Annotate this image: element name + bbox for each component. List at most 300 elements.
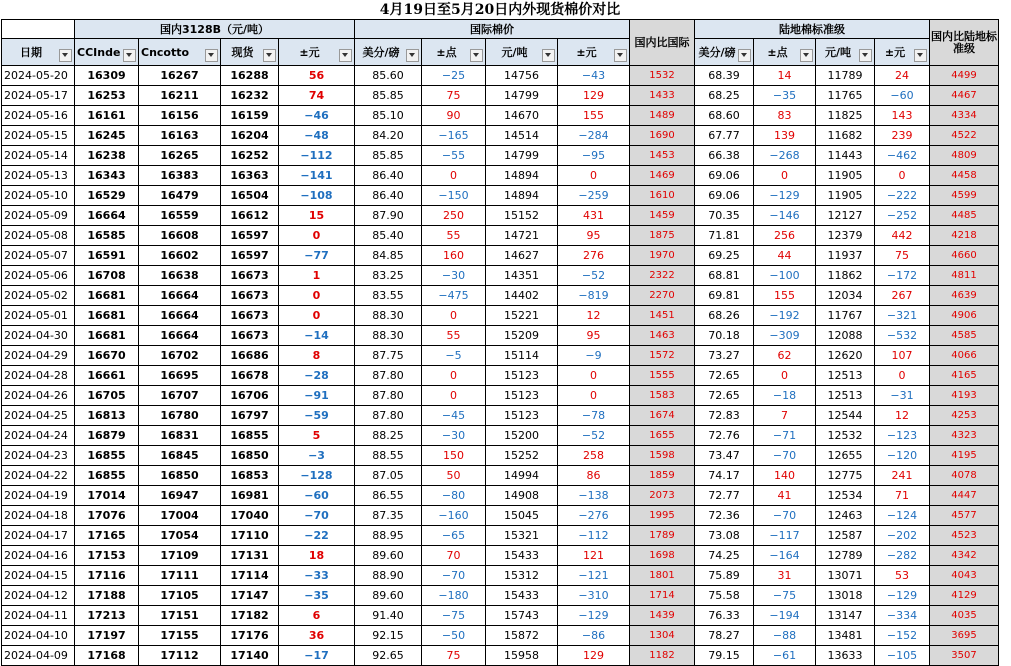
table-cell[interactable]: −165 bbox=[422, 126, 486, 146]
table-cell[interactable]: 267 bbox=[875, 286, 930, 306]
table-cell[interactable]: 2024-05-15 bbox=[2, 126, 75, 146]
table-cell[interactable]: 75 bbox=[422, 646, 486, 666]
table-cell[interactable]: 1433 bbox=[630, 86, 695, 106]
table-cell[interactable]: 17111 bbox=[139, 566, 221, 586]
table-cell[interactable]: 0 bbox=[558, 166, 630, 186]
table-cell[interactable]: 2024-04-16 bbox=[2, 546, 75, 566]
table-cell[interactable]: 16232 bbox=[221, 86, 279, 106]
table-cell[interactable]: 0 bbox=[754, 166, 816, 186]
table-cell[interactable]: −105 bbox=[875, 646, 930, 666]
table-cell[interactable]: 14721 bbox=[486, 226, 558, 246]
table-cell[interactable]: 1789 bbox=[630, 526, 695, 546]
table-cell[interactable]: 2270 bbox=[630, 286, 695, 306]
table-cell[interactable]: 16850 bbox=[139, 466, 221, 486]
table-cell[interactable]: 50 bbox=[422, 466, 486, 486]
table-cell[interactable]: 16559 bbox=[139, 206, 221, 226]
table-cell[interactable]: 129 bbox=[558, 86, 630, 106]
table-cell[interactable]: 4639 bbox=[930, 286, 999, 306]
table-cell[interactable]: −121 bbox=[558, 566, 630, 586]
table-cell[interactable]: −819 bbox=[558, 286, 630, 306]
table-cell[interactable]: 2024-05-10 bbox=[2, 186, 75, 206]
table-cell[interactable]: −33 bbox=[279, 566, 355, 586]
table-cell[interactable]: 12 bbox=[875, 406, 930, 426]
table-cell[interactable]: 16253 bbox=[75, 86, 139, 106]
table-cell[interactable]: 41 bbox=[754, 486, 816, 506]
table-cell[interactable]: 13481 bbox=[816, 626, 875, 646]
table-cell[interactable]: 16664 bbox=[139, 286, 221, 306]
table-cell[interactable]: 12379 bbox=[816, 226, 875, 246]
table-cell[interactable]: −70 bbox=[754, 506, 816, 526]
table-cell[interactable]: 16686 bbox=[221, 346, 279, 366]
table-cell[interactable]: 85.85 bbox=[355, 86, 422, 106]
table-cell[interactable]: −86 bbox=[558, 626, 630, 646]
table-cell[interactable]: 2024-04-28 bbox=[2, 366, 75, 386]
table-cell[interactable]: 8 bbox=[279, 346, 355, 366]
table-cell[interactable]: 75 bbox=[422, 86, 486, 106]
table-cell[interactable]: 16831 bbox=[139, 426, 221, 446]
table-cell[interactable]: 2024-04-23 bbox=[2, 446, 75, 466]
table-cell[interactable]: 1532 bbox=[630, 66, 695, 86]
table-cell[interactable]: 16695 bbox=[139, 366, 221, 386]
table-cell[interactable]: 1995 bbox=[630, 506, 695, 526]
table-cell[interactable]: 16591 bbox=[75, 246, 139, 266]
table-cell[interactable]: 160 bbox=[422, 246, 486, 266]
table-cell[interactable]: 17168 bbox=[75, 646, 139, 666]
table-cell[interactable]: 2024-04-29 bbox=[2, 346, 75, 366]
table-cell[interactable]: −532 bbox=[875, 326, 930, 346]
table-cell[interactable]: 7 bbox=[754, 406, 816, 426]
table-cell[interactable]: −77 bbox=[279, 246, 355, 266]
table-cell[interactable]: 68.25 bbox=[695, 86, 754, 106]
table-cell[interactable]: 17151 bbox=[139, 606, 221, 626]
table-cell[interactable]: −35 bbox=[279, 586, 355, 606]
table-cell[interactable]: 16638 bbox=[139, 266, 221, 286]
table-cell[interactable]: 121 bbox=[558, 546, 630, 566]
table-cell[interactable]: 74.17 bbox=[695, 466, 754, 486]
table-cell[interactable]: 76.33 bbox=[695, 606, 754, 626]
table-cell[interactable]: 4447 bbox=[930, 486, 999, 506]
table-cell[interactable]: −28 bbox=[279, 366, 355, 386]
table-cell[interactable]: 15123 bbox=[486, 366, 558, 386]
table-cell[interactable]: 2024-05-08 bbox=[2, 226, 75, 246]
table-cell[interactable]: 72.65 bbox=[695, 366, 754, 386]
table-cell[interactable]: 88.30 bbox=[355, 306, 422, 326]
table-cell[interactable]: 92.15 bbox=[355, 626, 422, 646]
table-cell[interactable]: 70.35 bbox=[695, 206, 754, 226]
table-cell[interactable]: −202 bbox=[875, 526, 930, 546]
table-cell[interactable]: 85.85 bbox=[355, 146, 422, 166]
table-cell[interactable]: 16159 bbox=[221, 106, 279, 126]
table-cell[interactable]: 17110 bbox=[221, 526, 279, 546]
table-cell[interactable]: 87.05 bbox=[355, 466, 422, 486]
table-cell[interactable]: 11937 bbox=[816, 246, 875, 266]
table-cell[interactable]: −112 bbox=[279, 146, 355, 166]
table-cell[interactable]: −164 bbox=[754, 546, 816, 566]
table-cell[interactable]: 2024-04-12 bbox=[2, 586, 75, 606]
table-cell[interactable]: 16664 bbox=[75, 206, 139, 226]
table-cell[interactable]: 17116 bbox=[75, 566, 139, 586]
table-cell[interactable]: −30 bbox=[422, 266, 486, 286]
table-cell[interactable]: 16204 bbox=[221, 126, 279, 146]
table-cell[interactable]: 17176 bbox=[221, 626, 279, 646]
table-cell[interactable]: −138 bbox=[558, 486, 630, 506]
table-cell[interactable]: 140 bbox=[754, 466, 816, 486]
table-cell[interactable]: 16265 bbox=[139, 146, 221, 166]
table-cell[interactable]: 4193 bbox=[930, 386, 999, 406]
table-cell[interactable]: −259 bbox=[558, 186, 630, 206]
table-cell[interactable]: 15872 bbox=[486, 626, 558, 646]
table-cell[interactable]: −31 bbox=[875, 386, 930, 406]
table-cell[interactable]: −65 bbox=[422, 526, 486, 546]
table-cell[interactable]: −252 bbox=[875, 206, 930, 226]
table-cell[interactable]: 276 bbox=[558, 246, 630, 266]
table-cell[interactable]: 2073 bbox=[630, 486, 695, 506]
filter-dropdown-icon[interactable] bbox=[542, 49, 555, 62]
table-cell[interactable]: −276 bbox=[558, 506, 630, 526]
table-cell[interactable]: 15 bbox=[279, 206, 355, 226]
table-cell[interactable]: 16612 bbox=[221, 206, 279, 226]
table-cell[interactable]: 4811 bbox=[930, 266, 999, 286]
table-cell[interactable]: −124 bbox=[875, 506, 930, 526]
table-cell[interactable]: 85.40 bbox=[355, 226, 422, 246]
table-cell[interactable]: 56 bbox=[279, 66, 355, 86]
table-cell[interactable]: 4342 bbox=[930, 546, 999, 566]
table-cell[interactable]: 250 bbox=[422, 206, 486, 226]
table-cell[interactable]: 14894 bbox=[486, 186, 558, 206]
filter-dropdown-icon[interactable] bbox=[470, 49, 483, 62]
table-cell[interactable]: 87.80 bbox=[355, 406, 422, 426]
table-cell[interactable]: 17153 bbox=[75, 546, 139, 566]
table-cell[interactable]: 4078 bbox=[930, 466, 999, 486]
table-cell[interactable]: −55 bbox=[422, 146, 486, 166]
table-cell[interactable]: 87.90 bbox=[355, 206, 422, 226]
table-cell[interactable]: 12655 bbox=[816, 446, 875, 466]
table-cell[interactable]: 16252 bbox=[221, 146, 279, 166]
table-cell[interactable]: 0 bbox=[558, 386, 630, 406]
table-cell[interactable]: −129 bbox=[875, 586, 930, 606]
table-cell[interactable]: 2024-05-02 bbox=[2, 286, 75, 306]
table-cell[interactable]: −160 bbox=[422, 506, 486, 526]
table-cell[interactable]: 16855 bbox=[75, 446, 139, 466]
table-cell[interactable]: 1655 bbox=[630, 426, 695, 446]
table-cell[interactable]: 5 bbox=[279, 426, 355, 446]
table-cell[interactable]: −95 bbox=[558, 146, 630, 166]
table-cell[interactable]: 16947 bbox=[139, 486, 221, 506]
table-cell[interactable]: 16813 bbox=[75, 406, 139, 426]
table-cell[interactable]: 95 bbox=[558, 326, 630, 346]
table-cell[interactable]: 16673 bbox=[221, 286, 279, 306]
table-cell[interactable]: 12034 bbox=[816, 286, 875, 306]
table-cell[interactable]: 4218 bbox=[930, 226, 999, 246]
table-cell[interactable]: 0 bbox=[422, 306, 486, 326]
table-cell[interactable]: 15045 bbox=[486, 506, 558, 526]
filter-dropdown-icon[interactable] bbox=[614, 49, 627, 62]
table-cell[interactable]: 16681 bbox=[75, 306, 139, 326]
table-cell[interactable]: 1555 bbox=[630, 366, 695, 386]
table-cell[interactable]: 17004 bbox=[139, 506, 221, 526]
table-cell[interactable]: 2024-04-15 bbox=[2, 566, 75, 586]
table-cell[interactable]: 17076 bbox=[75, 506, 139, 526]
table-cell[interactable]: 83.55 bbox=[355, 286, 422, 306]
table-cell[interactable]: −146 bbox=[754, 206, 816, 226]
table-cell[interactable]: 12088 bbox=[816, 326, 875, 346]
table-cell[interactable]: 3695 bbox=[930, 626, 999, 646]
table-cell[interactable]: 6 bbox=[279, 606, 355, 626]
table-cell[interactable]: 0 bbox=[279, 306, 355, 326]
table-cell[interactable]: 2024-04-18 bbox=[2, 506, 75, 526]
table-cell[interactable]: 15252 bbox=[486, 446, 558, 466]
table-cell[interactable]: 12587 bbox=[816, 526, 875, 546]
table-cell[interactable]: 1453 bbox=[630, 146, 695, 166]
table-cell[interactable]: −284 bbox=[558, 126, 630, 146]
table-cell[interactable]: 4522 bbox=[930, 126, 999, 146]
table-cell[interactable]: 4043 bbox=[930, 566, 999, 586]
table-cell[interactable]: 1698 bbox=[630, 546, 695, 566]
table-cell[interactable]: 4585 bbox=[930, 326, 999, 346]
table-cell[interactable]: 3507 bbox=[930, 646, 999, 666]
table-cell[interactable]: 1489 bbox=[630, 106, 695, 126]
table-cell[interactable]: 17109 bbox=[139, 546, 221, 566]
table-cell[interactable]: 14351 bbox=[486, 266, 558, 286]
table-cell[interactable]: 73.08 bbox=[695, 526, 754, 546]
table-cell[interactable]: −321 bbox=[875, 306, 930, 326]
table-cell[interactable]: 1714 bbox=[630, 586, 695, 606]
table-cell[interactable]: 4035 bbox=[930, 606, 999, 626]
table-cell[interactable]: 72.65 bbox=[695, 386, 754, 406]
table-cell[interactable]: 1463 bbox=[630, 326, 695, 346]
table-cell[interactable]: 73.27 bbox=[695, 346, 754, 366]
table-cell[interactable]: 85.60 bbox=[355, 66, 422, 86]
table-cell[interactable]: 4523 bbox=[930, 526, 999, 546]
table-cell[interactable]: 11825 bbox=[816, 106, 875, 126]
table-cell[interactable]: −120 bbox=[875, 446, 930, 466]
table-cell[interactable]: 14894 bbox=[486, 166, 558, 186]
table-cell[interactable]: 16681 bbox=[75, 286, 139, 306]
table-cell[interactable]: 0 bbox=[422, 386, 486, 406]
table-cell[interactable]: 2024-04-30 bbox=[2, 326, 75, 346]
table-cell[interactable]: −45 bbox=[422, 406, 486, 426]
table-cell[interactable]: −35 bbox=[754, 86, 816, 106]
table-cell[interactable]: 2024-05-16 bbox=[2, 106, 75, 126]
table-cell[interactable]: 91.40 bbox=[355, 606, 422, 626]
table-cell[interactable]: 129 bbox=[558, 646, 630, 666]
table-cell[interactable]: 4467 bbox=[930, 86, 999, 106]
table-cell[interactable]: 15743 bbox=[486, 606, 558, 626]
table-cell[interactable]: 73.47 bbox=[695, 446, 754, 466]
table-cell[interactable]: −172 bbox=[875, 266, 930, 286]
table-cell[interactable]: −60 bbox=[279, 486, 355, 506]
table-cell[interactable]: 14 bbox=[754, 66, 816, 86]
table-cell[interactable]: 15321 bbox=[486, 526, 558, 546]
table-cell[interactable]: 1610 bbox=[630, 186, 695, 206]
table-cell[interactable]: 13147 bbox=[816, 606, 875, 626]
table-cell[interactable]: 1598 bbox=[630, 446, 695, 466]
table-cell[interactable]: 15433 bbox=[486, 546, 558, 566]
table-cell[interactable]: −180 bbox=[422, 586, 486, 606]
table-cell[interactable]: 16673 bbox=[221, 266, 279, 286]
table-cell[interactable]: 15123 bbox=[486, 406, 558, 426]
table-cell[interactable]: 0 bbox=[422, 366, 486, 386]
table-cell[interactable]: 11767 bbox=[816, 306, 875, 326]
table-cell[interactable]: 18 bbox=[279, 546, 355, 566]
table-cell[interactable]: −50 bbox=[422, 626, 486, 646]
table-cell[interactable]: 12513 bbox=[816, 366, 875, 386]
table-cell[interactable]: 72.36 bbox=[695, 506, 754, 526]
table-cell[interactable]: 2024-04-26 bbox=[2, 386, 75, 406]
table-cell[interactable]: 74.25 bbox=[695, 546, 754, 566]
table-cell[interactable]: −194 bbox=[754, 606, 816, 626]
table-cell[interactable]: 67.77 bbox=[695, 126, 754, 146]
table-cell[interactable]: −141 bbox=[279, 166, 355, 186]
table-cell[interactable]: 2024-05-13 bbox=[2, 166, 75, 186]
table-cell[interactable]: −128 bbox=[279, 466, 355, 486]
table-cell[interactable]: −5 bbox=[422, 346, 486, 366]
table-cell[interactable]: 71 bbox=[875, 486, 930, 506]
table-cell[interactable]: 15152 bbox=[486, 206, 558, 226]
table-cell[interactable]: 16981 bbox=[221, 486, 279, 506]
table-cell[interactable]: 86.40 bbox=[355, 186, 422, 206]
table-cell[interactable]: 70.18 bbox=[695, 326, 754, 346]
table-cell[interactable]: 88.90 bbox=[355, 566, 422, 586]
table-cell[interactable]: 87.75 bbox=[355, 346, 422, 366]
table-cell[interactable]: 17165 bbox=[75, 526, 139, 546]
table-cell[interactable]: 12544 bbox=[816, 406, 875, 426]
table-cell[interactable]: 442 bbox=[875, 226, 930, 246]
table-cell[interactable]: 0 bbox=[279, 286, 355, 306]
table-cell[interactable]: 69.06 bbox=[695, 166, 754, 186]
table-cell[interactable]: 86.40 bbox=[355, 166, 422, 186]
table-cell[interactable]: 16670 bbox=[75, 346, 139, 366]
table-cell[interactable]: −334 bbox=[875, 606, 930, 626]
table-cell[interactable]: 15114 bbox=[486, 346, 558, 366]
table-cell[interactable]: −222 bbox=[875, 186, 930, 206]
table-cell[interactable]: −268 bbox=[754, 146, 816, 166]
table-cell[interactable]: 1439 bbox=[630, 606, 695, 626]
table-cell[interactable]: 13018 bbox=[816, 586, 875, 606]
table-cell[interactable]: 14627 bbox=[486, 246, 558, 266]
table-cell[interactable]: 16238 bbox=[75, 146, 139, 166]
table-cell[interactable]: 1674 bbox=[630, 406, 695, 426]
table-cell[interactable]: 4485 bbox=[930, 206, 999, 226]
table-cell[interactable]: 150 bbox=[422, 446, 486, 466]
table-cell[interactable]: 89.60 bbox=[355, 546, 422, 566]
table-cell[interactable]: 1451 bbox=[630, 306, 695, 326]
table-cell[interactable]: 4599 bbox=[930, 186, 999, 206]
table-cell[interactable]: 11789 bbox=[816, 66, 875, 86]
table-cell[interactable]: 14799 bbox=[486, 146, 558, 166]
table-cell[interactable]: 4253 bbox=[930, 406, 999, 426]
table-cell[interactable]: −462 bbox=[875, 146, 930, 166]
table-cell[interactable]: −123 bbox=[875, 426, 930, 446]
table-cell[interactable]: 78.27 bbox=[695, 626, 754, 646]
table-cell[interactable]: 95 bbox=[558, 226, 630, 246]
table-cell[interactable]: 90 bbox=[422, 106, 486, 126]
table-cell[interactable]: 2024-05-20 bbox=[2, 66, 75, 86]
table-cell[interactable]: 12463 bbox=[816, 506, 875, 526]
table-cell[interactable]: 16855 bbox=[75, 466, 139, 486]
table-cell[interactable]: 12532 bbox=[816, 426, 875, 446]
table-cell[interactable]: −129 bbox=[558, 606, 630, 626]
table-cell[interactable]: 1970 bbox=[630, 246, 695, 266]
table-cell[interactable]: 2024-04-09 bbox=[2, 646, 75, 666]
table-cell[interactable]: 11765 bbox=[816, 86, 875, 106]
table-cell[interactable]: 75.89 bbox=[695, 566, 754, 586]
table-cell[interactable]: −91 bbox=[279, 386, 355, 406]
table-cell[interactable]: 1875 bbox=[630, 226, 695, 246]
table-cell[interactable]: 17140 bbox=[221, 646, 279, 666]
table-cell[interactable]: 0 bbox=[875, 166, 930, 186]
table-cell[interactable]: 16673 bbox=[221, 326, 279, 346]
table-cell[interactable]: 87.35 bbox=[355, 506, 422, 526]
table-cell[interactable]: 72.77 bbox=[695, 486, 754, 506]
table-cell[interactable]: −61 bbox=[754, 646, 816, 666]
table-cell[interactable]: 44 bbox=[754, 246, 816, 266]
table-cell[interactable]: 17131 bbox=[221, 546, 279, 566]
table-cell[interactable]: 143 bbox=[875, 106, 930, 126]
table-cell[interactable]: −75 bbox=[422, 606, 486, 626]
table-cell[interactable]: 86 bbox=[558, 466, 630, 486]
table-cell[interactable]: 0 bbox=[875, 366, 930, 386]
table-cell[interactable]: 69.25 bbox=[695, 246, 754, 266]
table-cell[interactable]: 2024-04-19 bbox=[2, 486, 75, 506]
table-cell[interactable]: 55 bbox=[422, 326, 486, 346]
filter-dropdown-icon[interactable] bbox=[406, 49, 419, 62]
table-cell[interactable]: 86.55 bbox=[355, 486, 422, 506]
table-cell[interactable]: 0 bbox=[279, 226, 355, 246]
table-cell[interactable]: −48 bbox=[279, 126, 355, 146]
table-cell[interactable]: 16479 bbox=[139, 186, 221, 206]
table-cell[interactable]: 241 bbox=[875, 466, 930, 486]
table-cell[interactable]: −71 bbox=[754, 426, 816, 446]
table-cell[interactable]: 4660 bbox=[930, 246, 999, 266]
table-cell[interactable]: 92.65 bbox=[355, 646, 422, 666]
table-cell[interactable]: 15433 bbox=[486, 586, 558, 606]
table-cell[interactable]: 17182 bbox=[221, 606, 279, 626]
table-cell[interactable]: 2024-05-07 bbox=[2, 246, 75, 266]
filter-dropdown-icon[interactable] bbox=[800, 49, 813, 62]
table-cell[interactable]: 1859 bbox=[630, 466, 695, 486]
table-cell[interactable]: 17040 bbox=[221, 506, 279, 526]
table-cell[interactable]: 2024-04-22 bbox=[2, 466, 75, 486]
table-cell[interactable]: −112 bbox=[558, 526, 630, 546]
table-cell[interactable]: 2024-04-17 bbox=[2, 526, 75, 546]
table-cell[interactable]: 15209 bbox=[486, 326, 558, 346]
table-cell[interactable]: 16267 bbox=[139, 66, 221, 86]
table-cell[interactable]: 4129 bbox=[930, 586, 999, 606]
table-cell[interactable]: 15312 bbox=[486, 566, 558, 586]
table-cell[interactable]: 70 bbox=[422, 546, 486, 566]
table-cell[interactable]: 4499 bbox=[930, 66, 999, 86]
table-cell[interactable]: −25 bbox=[422, 66, 486, 86]
table-cell[interactable]: 16664 bbox=[139, 306, 221, 326]
table-cell[interactable]: 2024-04-11 bbox=[2, 606, 75, 626]
table-cell[interactable]: 12513 bbox=[816, 386, 875, 406]
table-cell[interactable]: 14514 bbox=[486, 126, 558, 146]
table-cell[interactable]: 83 bbox=[754, 106, 816, 126]
table-cell[interactable]: 16602 bbox=[139, 246, 221, 266]
table-cell[interactable]: −150 bbox=[422, 186, 486, 206]
table-cell[interactable]: 16706 bbox=[221, 386, 279, 406]
table-cell[interactable]: 12775 bbox=[816, 466, 875, 486]
table-cell[interactable]: 87.80 bbox=[355, 386, 422, 406]
table-cell[interactable]: −52 bbox=[558, 266, 630, 286]
table-cell[interactable]: 16363 bbox=[221, 166, 279, 186]
table-cell[interactable]: 16504 bbox=[221, 186, 279, 206]
table-cell[interactable]: 4906 bbox=[930, 306, 999, 326]
table-cell[interactable]: −60 bbox=[875, 86, 930, 106]
table-cell[interactable]: 11905 bbox=[816, 186, 875, 206]
table-cell[interactable]: −9 bbox=[558, 346, 630, 366]
